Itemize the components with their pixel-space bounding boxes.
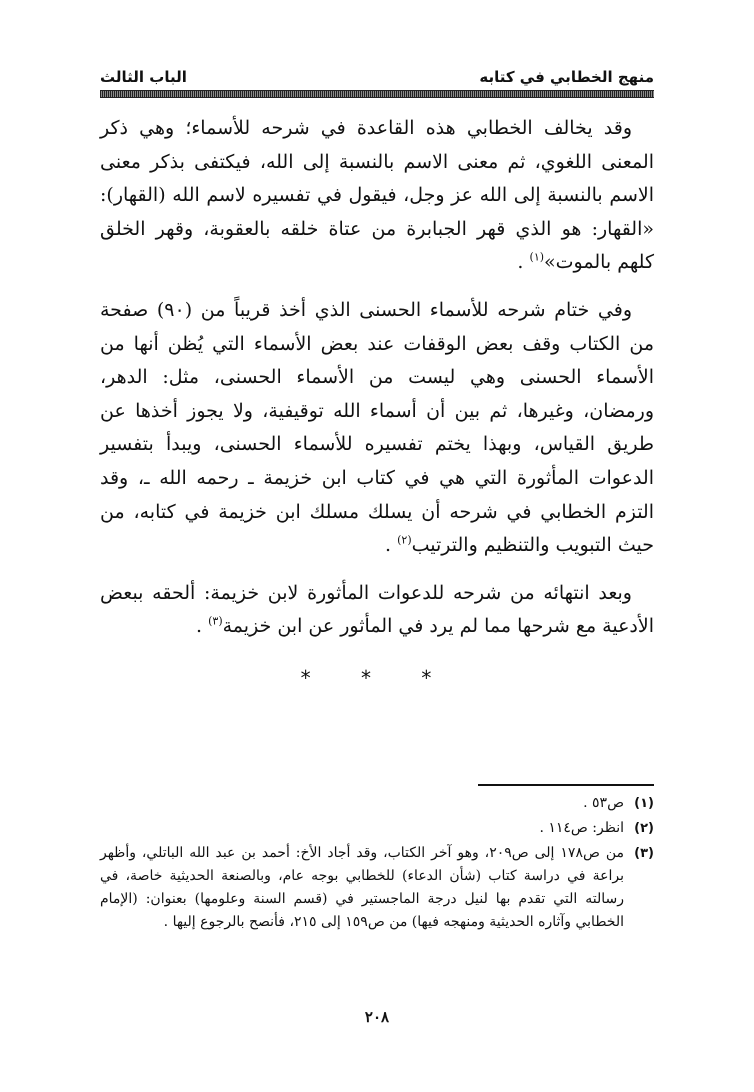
paragraph-3: وبعد انتهائه من شرحه للدعوات المأثورة لابن خزيمة: ألحقه ببعض الأدعية مع شرحها مما لم يرد في المأثور عن ابن خزيمة$^{(٣)}$ .	[100, 581, 654, 638]
footnote-1	[100, 792, 654, 815]
running-header	[100, 60, 654, 86]
chapter-title: الباب الثالث	[100, 68, 187, 86]
paragraph-2: وفي ختام شرحه للأسماء الحسنى الذي أخذ قريباً من (٩٠) صفحة من الكتاب وقف بعض الوقفات عند بعض الأسماء التي يُظن أنها من الأسماء الحسنى وهي ليست من الأسماء الحسنى، مثل: الدهر، ورمضان، وغيرها، ثم بين أن أسماء الله توقيفية، ولا يجوز أخذها عن طريق القياس، وبهذا يختم تفسيره للأسماء الحسنى، ويبدأ بتفسير الدعوات المأثورة التي هي في كتاب ابن خزيمة ـ رحمه الله ـ، وقد التزم الخطابي في شرحه أن يسلك مسلك ابن خزيمة في كتابه، من حيث التبويب والتنظيم والترتيب$^{(٢)}$ .	[100, 298, 654, 557]
footnote-text: انظر: ص١١٤ .	[539, 820, 624, 836]
header-rule	[100, 90, 654, 98]
footnote-2	[100, 817, 654, 840]
footnote-ref-3: (٣)	[208, 614, 223, 628]
footnote-ref-2: (٢)	[397, 533, 412, 547]
paragraph-1: وقد يخالف الخطابي هذه القاعدة في شرحه للأسماء؛ وهي ذكر المعنى اللغوي، ثم معنى الاسم بالنسبة إلى الله، فيكتفى بذكر معنى الاسم بالنسبة إلى الله عز وجل، فيقول في تفسيره لاسم الله (القهار): «القهار: هو الذي قهر الجبابرة من عتاة خلقه بالعقوبة، وقهر الخلق كلهم بالموت»$^{(١)}$ .	[100, 117, 654, 274]
body-text	[100, 112, 654, 658]
footnote-number: (١)	[634, 796, 654, 811]
footnote-ref-1: (١)	[529, 251, 545, 265]
footnote-3	[100, 842, 654, 934]
footnote-text: ص٥٣ .	[583, 795, 624, 811]
footnote-text: من ص١٧٨ إلى ص٢٠٩، وهو آخر الكتاب، وقد أجاد الأخ: أحمد بن عبد الله الباتلي، وأظهر براعة في دراسة كتاب (شأن الدعاء) للخطابي بوجه عام، وبالصنعة الحديثية خاصة، في رسالته التي تقدم بها لنيل درجة الماجستير في (قسم السنة وعلومها) بعنوان: (الإمام الخطابي وآثاره الحديثية ومنهجه فيها) من ص١٥٩ إلى ٢١٥، فأنصح بالرجوع إليها .	[100, 845, 624, 930]
footnotes	[100, 792, 654, 936]
footnote-number: (٣)	[634, 846, 654, 861]
page-number: ٢٠٨	[364, 1008, 390, 1026]
section-separator: * * *	[300, 666, 454, 690]
footnote-rule	[478, 784, 654, 786]
book-title: منهج الخطابي في كتابه	[479, 68, 654, 86]
footnote-number: (٢)	[634, 821, 654, 836]
